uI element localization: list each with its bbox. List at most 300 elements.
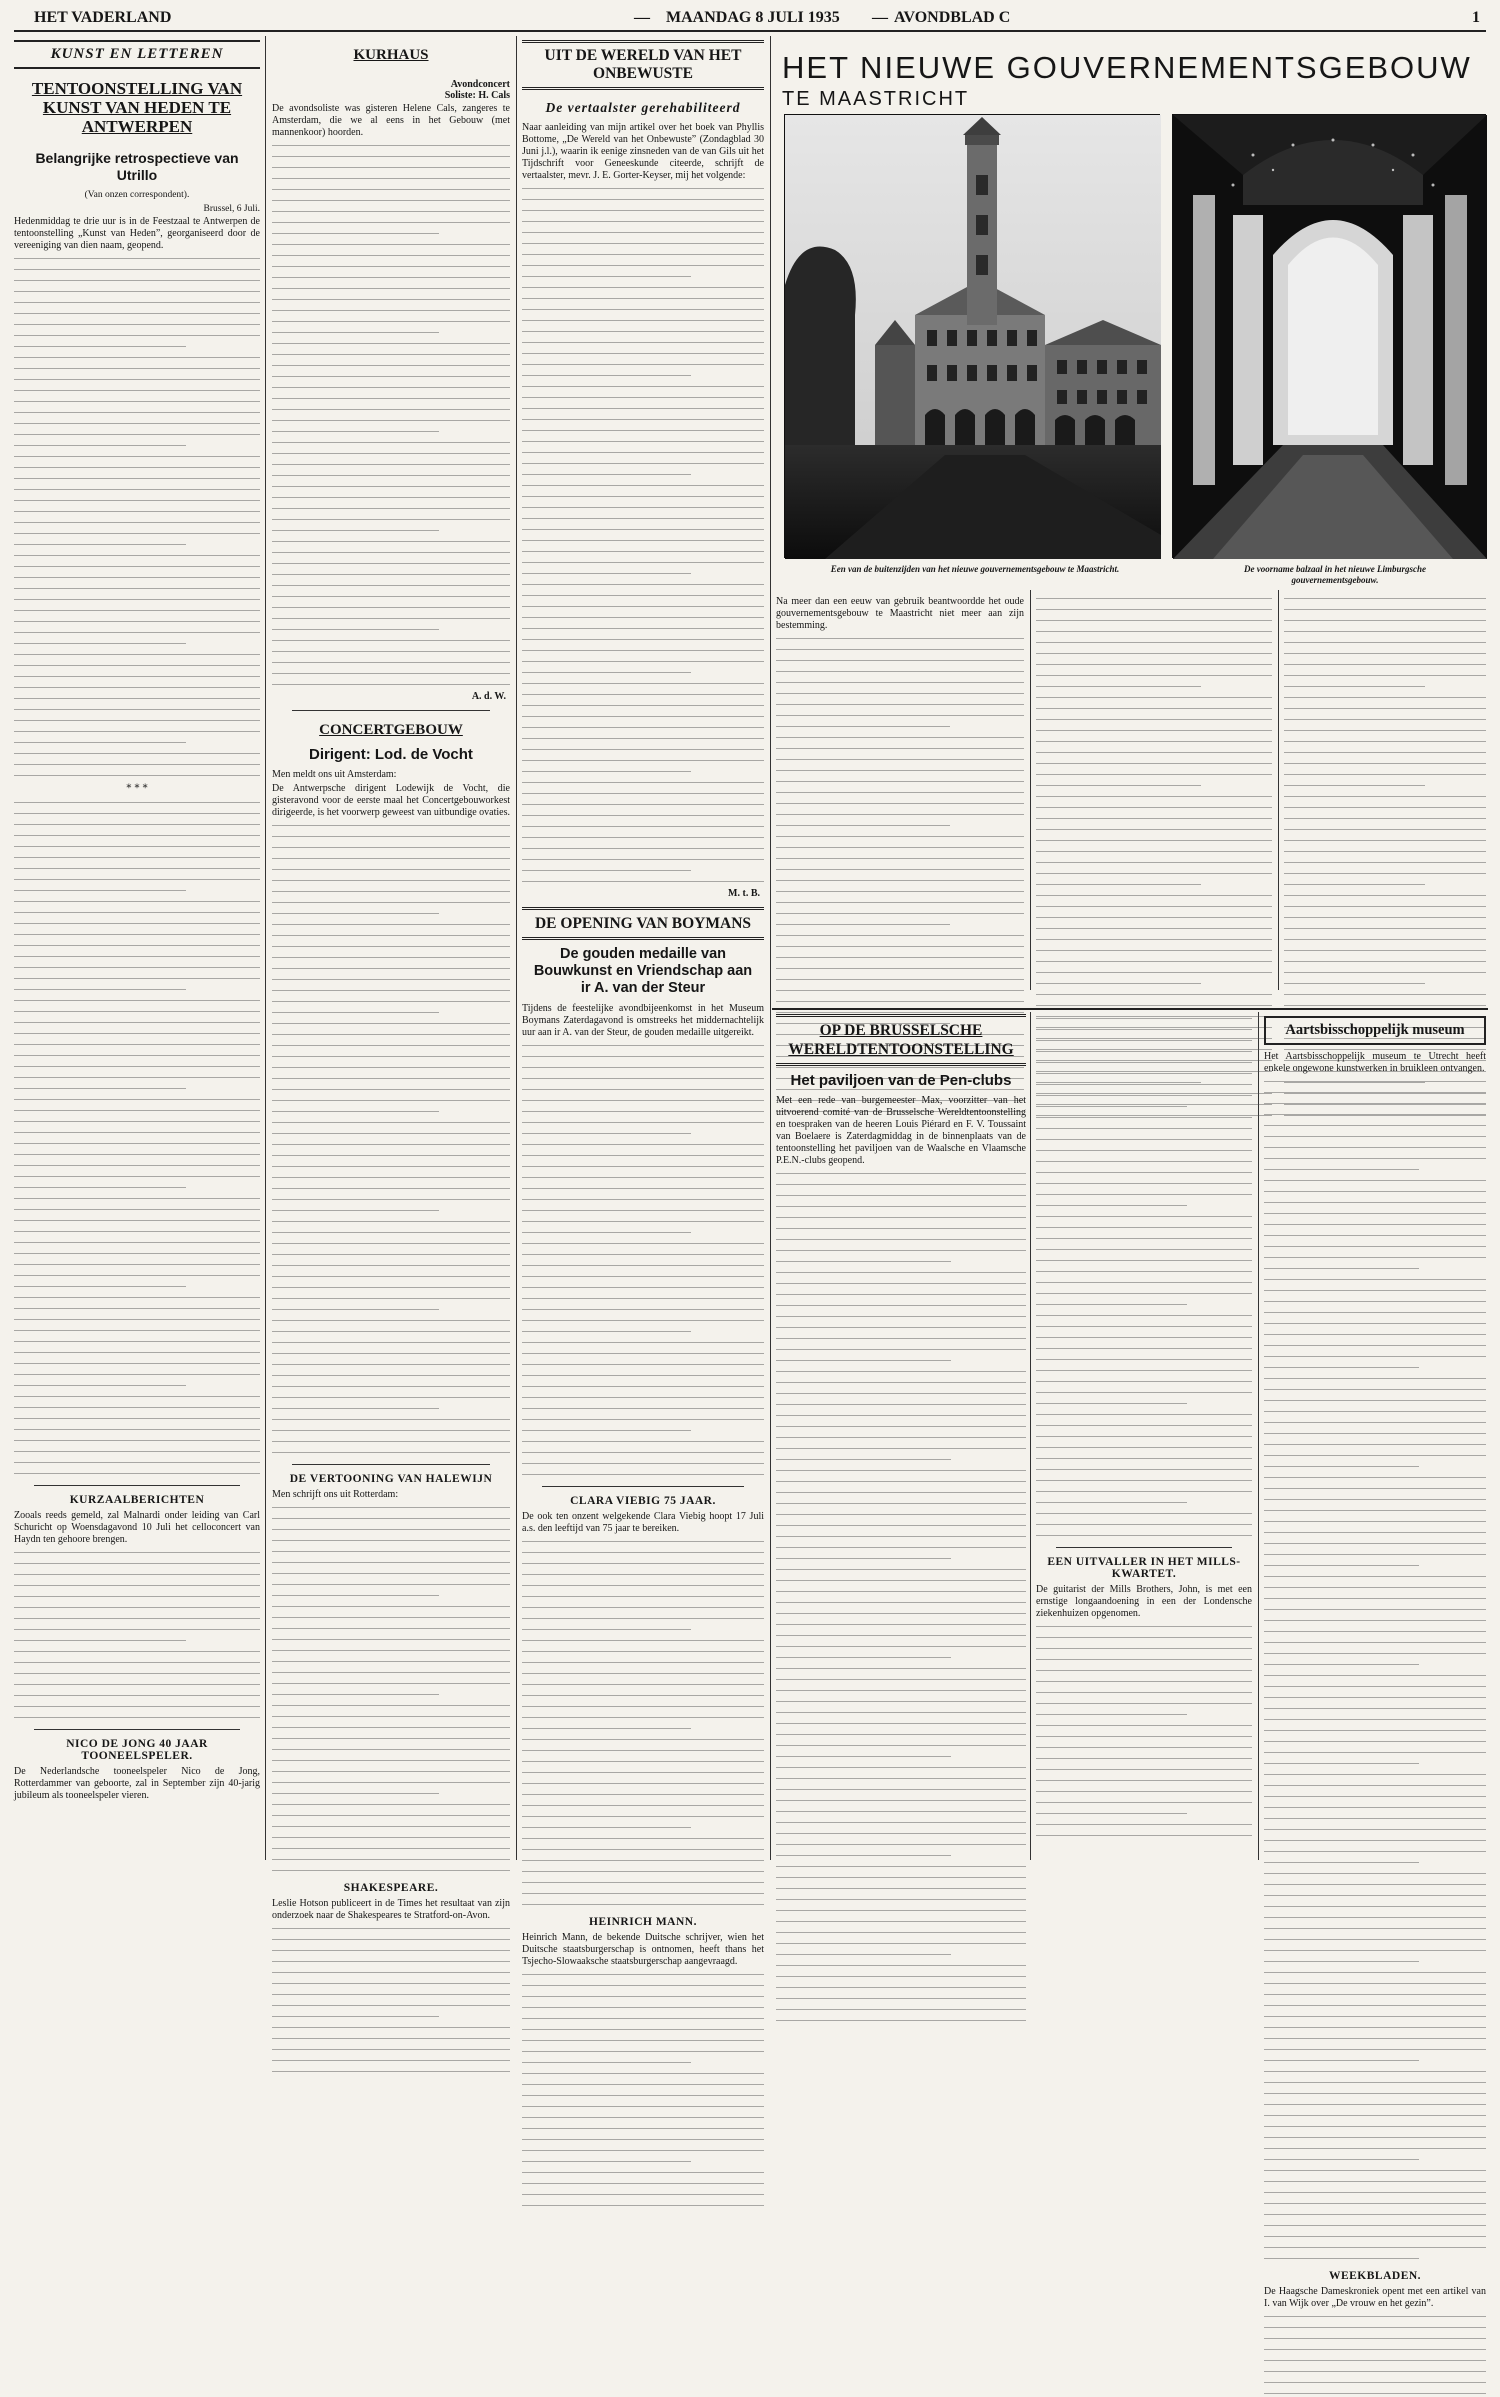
text-line bbox=[522, 2102, 764, 2110]
section-title: NICO DE JONG 40 JAAR TOONEELSPELER. bbox=[66, 1738, 208, 1762]
text-line bbox=[776, 1543, 1026, 1551]
text-line bbox=[272, 449, 510, 457]
text-line bbox=[272, 1536, 510, 1544]
photo-ballroom bbox=[1172, 114, 1486, 558]
text-line bbox=[14, 628, 260, 636]
text-line bbox=[1036, 1432, 1252, 1440]
text-line bbox=[522, 1074, 764, 1082]
article-body bbox=[272, 1924, 510, 2075]
text-line bbox=[522, 1603, 764, 1611]
text-line bbox=[522, 1162, 764, 1170]
text-line bbox=[776, 1532, 1026, 1540]
text-line bbox=[1036, 1124, 1252, 1132]
text-line bbox=[776, 1488, 1026, 1496]
text-line bbox=[1264, 1924, 1486, 1932]
text-line bbox=[272, 1250, 510, 1258]
text-line bbox=[522, 1878, 764, 1886]
text-line bbox=[1264, 1968, 1486, 1976]
text-line bbox=[14, 496, 260, 504]
text-line bbox=[14, 886, 186, 894]
text-line bbox=[522, 1856, 764, 1864]
text-line bbox=[522, 459, 764, 467]
text-line bbox=[14, 1337, 260, 1345]
building-exterior-image bbox=[785, 115, 1161, 559]
text-line bbox=[272, 964, 510, 972]
text-line bbox=[272, 997, 510, 1005]
text-line bbox=[14, 1051, 260, 1059]
text-line bbox=[1036, 748, 1272, 756]
text-line bbox=[1264, 1979, 1486, 1987]
page-number: 1 bbox=[1472, 9, 1480, 26]
text-line bbox=[272, 1063, 510, 1071]
text-line bbox=[522, 426, 764, 434]
text-line bbox=[1036, 1421, 1252, 1429]
text-line bbox=[14, 930, 260, 938]
text-line bbox=[522, 1096, 764, 1104]
text-line bbox=[14, 1348, 260, 1356]
text-line bbox=[14, 1691, 260, 1699]
text-line bbox=[1264, 1264, 1419, 1272]
author-signature: A. d. W. bbox=[471, 691, 506, 702]
text-line bbox=[522, 778, 764, 786]
text-line bbox=[776, 2005, 1026, 2013]
text-line bbox=[1264, 2100, 1486, 2108]
text-line bbox=[14, 1304, 260, 1312]
text-line bbox=[1264, 1858, 1419, 1866]
text-line bbox=[272, 1327, 510, 1335]
text-line bbox=[522, 2190, 764, 2198]
text-line bbox=[776, 843, 1024, 851]
text-line bbox=[272, 1074, 510, 1082]
text-line bbox=[272, 262, 510, 270]
article-body bbox=[272, 141, 510, 688]
text-line bbox=[522, 866, 691, 874]
text-line bbox=[522, 1889, 764, 1897]
text-line bbox=[14, 798, 260, 806]
column-rule bbox=[770, 36, 771, 1860]
text-line bbox=[14, 309, 260, 317]
section-title: SHAKESPEARE. bbox=[343, 1882, 439, 1894]
article-title: UIT DE WERELD VAN HET ONBEWUSTE bbox=[544, 47, 742, 82]
text-line bbox=[1036, 1058, 1252, 1066]
text-line bbox=[14, 562, 260, 570]
text-line bbox=[1284, 770, 1486, 778]
text-line bbox=[522, 1448, 764, 1456]
text-line bbox=[272, 1712, 510, 1720]
text-line bbox=[522, 2179, 764, 2187]
text-line bbox=[1284, 814, 1486, 822]
text-line bbox=[272, 1349, 510, 1357]
text-line bbox=[776, 1994, 1026, 2002]
text-line bbox=[1264, 1605, 1486, 1613]
text-line bbox=[776, 1235, 1026, 1243]
text-line bbox=[1264, 1671, 1486, 1679]
text-line bbox=[776, 1323, 1026, 1331]
paper-name: HET VADERLAND bbox=[34, 9, 172, 26]
text-line bbox=[776, 1785, 1026, 1793]
text-line bbox=[522, 1415, 764, 1423]
text-line bbox=[1264, 1462, 1419, 1470]
author-signature: M. t. B. bbox=[728, 888, 760, 899]
column-rule bbox=[265, 36, 266, 1860]
column-rule bbox=[1030, 1012, 1031, 1860]
article-title: OP DE BRUSSELSCHE WERELDTENTOONSTELLING bbox=[788, 1022, 1014, 1058]
text-line bbox=[776, 1169, 1026, 1177]
text-line bbox=[522, 1085, 764, 1093]
text-line bbox=[1036, 660, 1272, 668]
text-line bbox=[522, 2201, 764, 2209]
text-line bbox=[1036, 1732, 1252, 1740]
article-text: Het Aartsbisschoppelijk museum te Utrecht heeft enkele ongewone kunstwerken in bruikleen ontvangen. bbox=[1264, 1051, 1486, 1074]
text-line bbox=[776, 1587, 1026, 1595]
text-line bbox=[776, 1653, 951, 1661]
text-line bbox=[522, 1437, 764, 1445]
article-body bbox=[1036, 1622, 1252, 1839]
article-title: Aartsbisschoppelijk museum bbox=[1285, 1022, 1465, 1038]
text-line bbox=[1284, 759, 1486, 767]
text-line bbox=[522, 602, 764, 610]
article-text: Leslie Hotson publiceert in de Times het resultaat van zijn onderzoek naar de Shakespeares te Stratford-on-Avon. bbox=[272, 1898, 510, 1921]
text-line bbox=[1036, 968, 1272, 976]
text-line bbox=[1284, 847, 1486, 855]
text-line bbox=[522, 1570, 764, 1578]
text-line bbox=[272, 1668, 510, 1676]
text-line bbox=[1036, 1311, 1252, 1319]
text-line bbox=[1036, 1531, 1252, 1539]
text-line bbox=[522, 2113, 764, 2121]
text-line bbox=[14, 342, 186, 350]
text-line bbox=[776, 1730, 1026, 1738]
article-text: De avondsoliste was gisteren Helene Cals, zangeres te Amsterdam, die we al eens in het Gebouw (met mannenkoor) hoorden. bbox=[272, 103, 510, 138]
text-line bbox=[14, 584, 260, 592]
text-line bbox=[1264, 1473, 1486, 1481]
article-body bbox=[1036, 1014, 1252, 1539]
text-line bbox=[522, 712, 764, 720]
text-line bbox=[1284, 737, 1486, 745]
text-line bbox=[272, 1591, 439, 1599]
section-title: KURHAUS bbox=[353, 47, 429, 63]
text-line bbox=[272, 1371, 510, 1379]
text-line bbox=[776, 1598, 1026, 1606]
text-line bbox=[1284, 935, 1486, 943]
text-line bbox=[1036, 1047, 1252, 1055]
text-line bbox=[522, 1559, 764, 1567]
text-line bbox=[1036, 902, 1272, 910]
text-line bbox=[1264, 1132, 1486, 1140]
text-line bbox=[522, 877, 764, 885]
article-text: De guitarist der Mills Brothers, John, is met een ernstige longaandoening in een der Londensche ziekenhuizen opgenomen. bbox=[1036, 1584, 1252, 1619]
feature-body-col2 bbox=[1036, 594, 1272, 998]
text-line bbox=[776, 1873, 1026, 1881]
text-line bbox=[522, 1459, 764, 1467]
text-line bbox=[776, 1422, 1026, 1430]
text-line bbox=[1036, 1798, 1252, 1806]
text-line bbox=[272, 207, 510, 215]
text-line bbox=[1264, 1220, 1486, 1228]
text-line bbox=[522, 1107, 764, 1115]
text-line bbox=[272, 526, 439, 534]
text-line bbox=[1036, 1212, 1252, 1220]
text-line bbox=[14, 1381, 186, 1389]
text-line bbox=[1264, 2166, 1486, 2174]
text-line bbox=[522, 679, 764, 687]
article-body bbox=[14, 798, 260, 1477]
text-line bbox=[272, 1393, 510, 1401]
text-line bbox=[272, 317, 510, 325]
text-line bbox=[14, 595, 260, 603]
concert-label: Avondconcert bbox=[450, 79, 510, 90]
text-line bbox=[776, 1686, 1026, 1694]
text-line bbox=[776, 1554, 951, 1562]
text-line bbox=[272, 1580, 510, 1588]
text-line bbox=[272, 1085, 510, 1093]
text-line bbox=[1284, 649, 1486, 657]
text-line bbox=[272, 1811, 510, 1819]
text-line bbox=[1264, 2111, 1486, 2119]
text-line bbox=[272, 1569, 510, 1577]
text-line bbox=[1036, 1267, 1252, 1275]
text-line bbox=[272, 1162, 510, 1170]
text-line bbox=[776, 788, 1024, 796]
text-line bbox=[14, 606, 260, 614]
text-line bbox=[1264, 1726, 1486, 1734]
text-line bbox=[1264, 1165, 1419, 1173]
text-line bbox=[1036, 1278, 1252, 1286]
article-title-box bbox=[1264, 1016, 1486, 1045]
text-line bbox=[1036, 858, 1272, 866]
text-line bbox=[1264, 1154, 1486, 1162]
text-line bbox=[1036, 1688, 1252, 1696]
text-line bbox=[776, 975, 1024, 983]
text-line bbox=[1036, 847, 1272, 855]
text-line bbox=[522, 1470, 764, 1478]
text-line bbox=[1284, 781, 1425, 789]
article-text: De Haagsche Dameskroniek opent met een artikel van I. van Wijk over „De vrouw en het gezin”. bbox=[1264, 2286, 1486, 2309]
text-line bbox=[522, 360, 764, 368]
text-line bbox=[1036, 682, 1201, 690]
text-line bbox=[14, 408, 260, 416]
text-line bbox=[522, 217, 764, 225]
text-line bbox=[776, 1895, 1026, 1903]
divider bbox=[1056, 1547, 1232, 1548]
article-lead: Hedenmiddag te drie uur is in de Feestzaal te Antwerpen de tentoonstelling „Kunst van Heden”, georganiseerd door de vereeniging van dien naam, geopend. bbox=[14, 216, 260, 251]
masthead bbox=[14, 6, 1486, 32]
text-line bbox=[1036, 1080, 1252, 1088]
text-line bbox=[14, 1680, 260, 1688]
text-line bbox=[1036, 869, 1272, 877]
text-line bbox=[522, 1834, 764, 1842]
text-line bbox=[272, 537, 510, 545]
text-line bbox=[776, 1400, 1026, 1408]
article-kicker: De vertaalster gerehabiliteerd bbox=[545, 100, 741, 115]
text-line bbox=[1284, 715, 1486, 723]
text-line bbox=[1264, 2012, 1486, 2020]
text-line bbox=[272, 405, 510, 413]
text-line bbox=[272, 1151, 510, 1159]
text-line bbox=[272, 1635, 510, 1643]
text-line bbox=[1036, 1399, 1187, 1407]
text-line bbox=[776, 1301, 1026, 1309]
text-line bbox=[776, 1862, 1026, 1870]
text-line bbox=[522, 1658, 764, 1666]
text-line bbox=[1264, 1319, 1486, 1327]
text-line bbox=[14, 1403, 260, 1411]
text-line bbox=[14, 397, 260, 405]
text-line bbox=[776, 1818, 1026, 1826]
text-line bbox=[14, 353, 260, 361]
text-line bbox=[14, 1702, 260, 1710]
text-line bbox=[1036, 627, 1272, 635]
text-line bbox=[522, 371, 691, 379]
text-line bbox=[1284, 594, 1486, 602]
text-line bbox=[1036, 1146, 1252, 1154]
text-line bbox=[272, 218, 510, 226]
text-line bbox=[776, 1510, 1026, 1518]
text-line bbox=[1284, 968, 1486, 976]
article-body bbox=[522, 184, 764, 885]
text-line bbox=[522, 2091, 764, 2099]
text-line bbox=[14, 1326, 260, 1334]
text-line bbox=[1264, 1814, 1486, 1822]
text-line bbox=[272, 1756, 510, 1764]
text-line bbox=[1264, 1715, 1486, 1723]
text-line bbox=[776, 1444, 1026, 1452]
text-line bbox=[522, 2080, 764, 2088]
column-rule bbox=[1030, 590, 1031, 990]
text-line bbox=[1036, 1644, 1252, 1652]
text-line bbox=[1264, 1418, 1486, 1426]
text-line bbox=[272, 471, 510, 479]
text-line bbox=[272, 1602, 510, 1610]
text-line bbox=[522, 1647, 764, 1655]
text-line bbox=[776, 1378, 1026, 1386]
text-line bbox=[776, 711, 1024, 719]
text-line bbox=[14, 1425, 260, 1433]
text-line bbox=[522, 1041, 764, 1049]
text-line bbox=[522, 2135, 764, 2143]
text-line bbox=[776, 755, 1024, 763]
text-line bbox=[1264, 1638, 1486, 1646]
text-line bbox=[522, 1118, 764, 1126]
text-line bbox=[776, 1928, 1026, 1936]
feature-body-col3 bbox=[1284, 594, 1486, 998]
text-line bbox=[776, 1455, 951, 1463]
section-title: CLARA VIEBIG 75 JAAR. bbox=[570, 1495, 716, 1507]
text-line bbox=[1036, 1677, 1252, 1685]
text-line bbox=[776, 997, 1024, 1005]
text-line bbox=[522, 701, 764, 709]
text-line bbox=[776, 1367, 1026, 1375]
text-line bbox=[776, 876, 1024, 884]
text-line bbox=[1264, 1495, 1486, 1503]
text-line bbox=[272, 1723, 510, 1731]
text-line bbox=[1036, 1487, 1252, 1495]
text-line bbox=[14, 1194, 260, 1202]
text-line bbox=[1036, 1245, 1252, 1253]
text-line bbox=[1036, 1300, 1187, 1308]
text-line bbox=[272, 251, 510, 259]
text-line bbox=[776, 1631, 1026, 1639]
text-line bbox=[1264, 1253, 1486, 1261]
text-line bbox=[272, 1030, 510, 1038]
text-line bbox=[14, 1007, 260, 1015]
text-line bbox=[272, 975, 510, 983]
text-line bbox=[14, 1084, 186, 1092]
text-line bbox=[14, 1271, 260, 1279]
text-line bbox=[14, 1282, 186, 1290]
text-line bbox=[1264, 2367, 1486, 2375]
text-line bbox=[272, 1800, 510, 1808]
text-line bbox=[522, 1735, 764, 1743]
text-line bbox=[1284, 682, 1425, 690]
text-line bbox=[272, 1316, 510, 1324]
text-line bbox=[1284, 627, 1486, 635]
text-line bbox=[522, 1900, 764, 1908]
text-line bbox=[1264, 1308, 1486, 1316]
text-line bbox=[522, 261, 764, 269]
text-line bbox=[1284, 913, 1486, 921]
text-line bbox=[272, 1206, 439, 1214]
text-line bbox=[776, 1411, 1026, 1419]
text-line bbox=[272, 1690, 439, 1698]
text-line bbox=[776, 656, 1024, 664]
text-line bbox=[776, 1917, 1026, 1925]
text-line bbox=[14, 661, 260, 669]
text-line bbox=[776, 1279, 1026, 1287]
text-line bbox=[272, 482, 510, 490]
text-line bbox=[1036, 1256, 1252, 1264]
section-header bbox=[14, 40, 260, 69]
article-text: Tijdens de feestelijke avondbijeenkomst in het Museum Boymans Zaterdagavond is omstreeks het middernachtelijk uur aan ir A. van der Steur, de gouden medaille uitgereikt. bbox=[522, 1003, 764, 1038]
text-line bbox=[272, 832, 510, 840]
article-text: Met een rede van burgemeester Max, voorzitter van het uitvoerend comité van de Brusselsche Wereldtentoonstelling en toespraken van de heeren Louis Piérard en F. V. Toussaint van Boelaere is Zaterdagmiddag in de binnenplaats van de tentoonstelling het paviljoen van de Waalsche en Vlaamsche P.E.N.-clubs geopend. bbox=[776, 1095, 1026, 1166]
text-line bbox=[522, 855, 764, 863]
text-line bbox=[1264, 1088, 1486, 1096]
text-line bbox=[272, 372, 510, 380]
text-line bbox=[14, 985, 186, 993]
text-line bbox=[272, 570, 510, 578]
text-line bbox=[272, 1547, 510, 1555]
text-line bbox=[522, 833, 764, 841]
column-brussel bbox=[776, 1014, 1026, 1860]
text-line bbox=[1264, 2144, 1486, 2152]
text-line bbox=[272, 1525, 510, 1533]
text-line bbox=[1264, 2078, 1486, 2086]
text-line bbox=[14, 831, 260, 839]
text-line bbox=[1264, 1583, 1486, 1591]
text-line bbox=[272, 1679, 510, 1687]
text-line bbox=[522, 272, 691, 280]
article-subtitle: Het paviljoen van de Pen-clubs bbox=[790, 1072, 1012, 1089]
article-title-box bbox=[776, 1014, 1026, 1066]
article-title: Dirigent: Lod. de Vocht bbox=[309, 746, 473, 763]
text-line bbox=[776, 645, 1024, 653]
text-line bbox=[272, 438, 510, 446]
text-line bbox=[272, 1789, 439, 1797]
text-line bbox=[522, 1129, 691, 1137]
text-line bbox=[522, 1184, 764, 1192]
text-line bbox=[1264, 1198, 1486, 1206]
text-line bbox=[14, 738, 186, 746]
text-line bbox=[1264, 1099, 1486, 1107]
text-line bbox=[776, 1565, 1026, 1573]
text-line bbox=[522, 2069, 764, 2077]
text-line bbox=[272, 196, 510, 204]
text-line bbox=[522, 844, 764, 852]
text-line bbox=[1264, 2221, 1486, 2229]
text-line bbox=[272, 1657, 510, 1665]
column-rule bbox=[1278, 590, 1279, 990]
